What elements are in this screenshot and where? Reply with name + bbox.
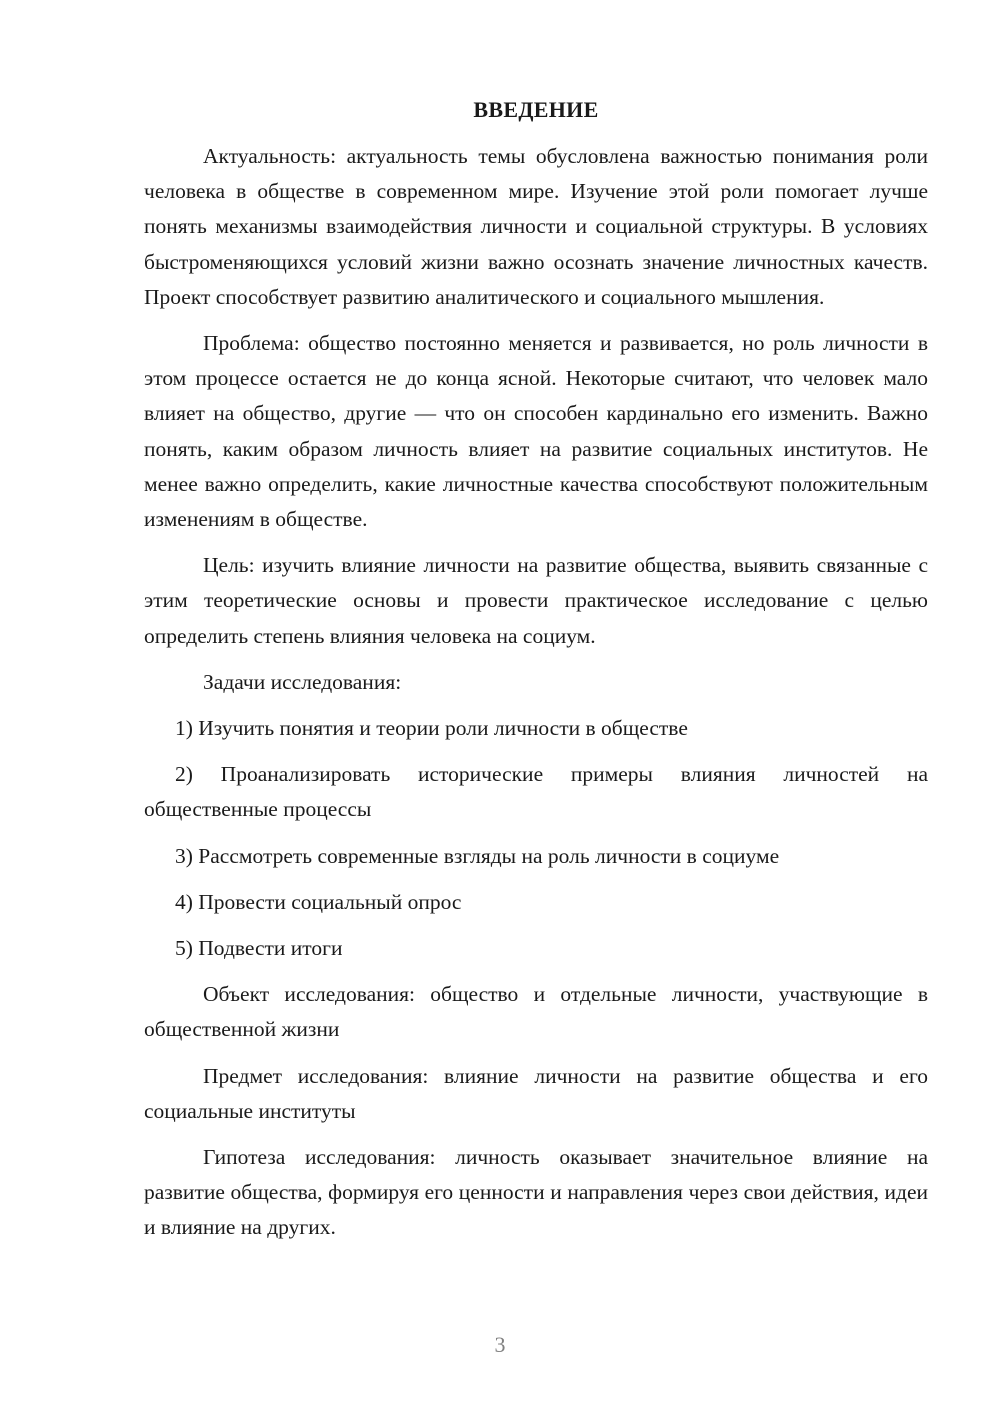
list-item-task-4: 4) Провести социальный опрос [175, 889, 462, 914]
page-title: ВВЕДЕНИЕ [473, 97, 599, 122]
paragraph-subject: Предмет исследования: влияние личности на развитие общества и его социальные институты [144, 1063, 928, 1123]
page-number: 3 [494, 1332, 506, 1357]
paragraph-goal: Цель: изучить влияние личности на развитие общества, выявить связанные с этим теоретические основы и провести практическое исследование с целью определить степень влияния человека на социум. [144, 553, 928, 648]
list-item-task-3: 3) Рассмотреть современные взгляды на роль личности в социуме [175, 843, 780, 868]
paragraph-hypothesis: Гипотеза исследования: личность оказывает значительное влияние на развитие общества, формируя его ценности и направления через свои действия, идеи и влияние на других. [144, 1145, 928, 1240]
paragraph-relevance: Актуальность: актуальность темы обусловлена важностью понимания роли человека в обществе в современном мире. Изучение этой роли помогает лучше понять механизмы взаимодействия личности и социальной структуры. В условиях быстроменяющихся условий жизни важно осознать значение личностных качеств. Проект способствует развитию аналитического и социального мышления. [144, 144, 928, 309]
paragraph-problem: Проблема: общество постоянно меняется и развивается, но роль личности в этом процессе остается не до конца ясной. Некоторые считают, что человек мало влияет на общество, другие — что он способен кардинально его изменить. Важно понять, каким образом личность влияет на развитие социальных институтов. Не менее важно определить, какие личностные качества способствуют положительным изменениям в обществе. [144, 331, 928, 532]
paragraph-tasks-heading: Задачи исследования: [203, 669, 402, 694]
list-item-task-2: 2) Проанализировать исторические примеры влияния личностей на общественные процессы [144, 762, 928, 822]
paragraph-object: Объект исследования: общество и отдельные личности, участвующие в общественной жизни [144, 982, 928, 1042]
list-item-task-1: 1) Изучить понятия и теории роли личности в обществе [175, 716, 688, 741]
document-page [144, 92, 928, 1257]
list-item-task-5: 5) Подвести итоги [175, 936, 343, 961]
